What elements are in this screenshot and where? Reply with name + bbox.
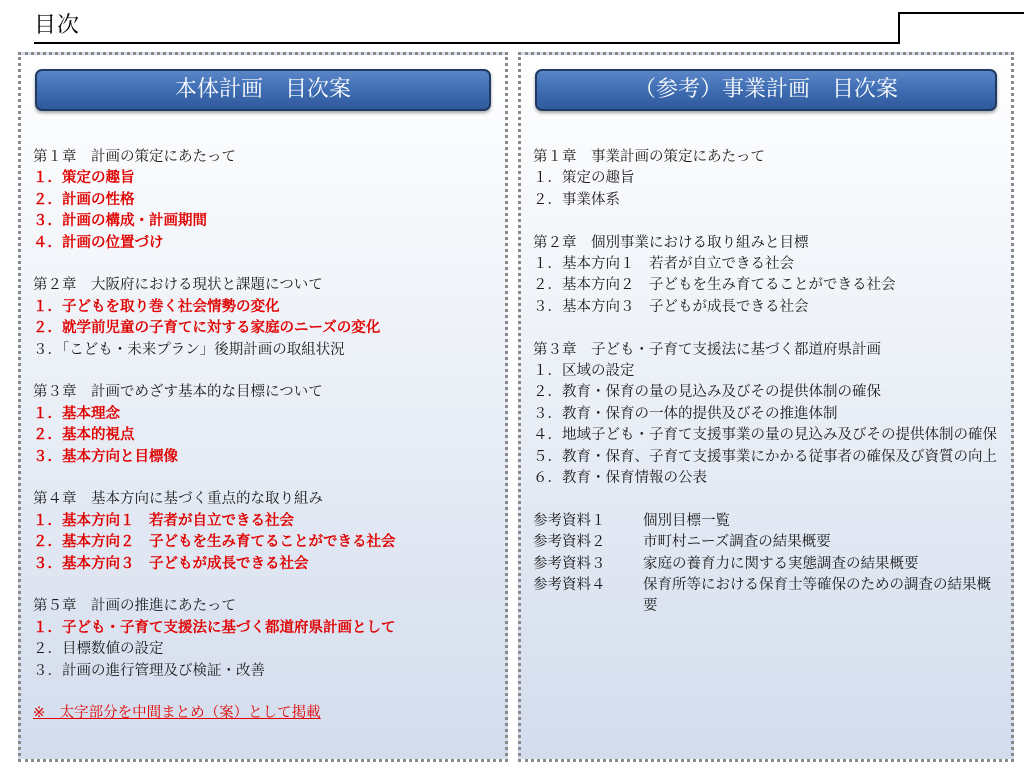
toc-item-number: ４． [533,427,562,444]
reference-text: 市町村ニーズ調査の結果概要 [643,534,831,551]
reference-item [533,511,1003,532]
toc-item-text: 教育・保育情報の公表 [562,470,707,487]
toc-item: ３．計画の構成・計画期間 [33,213,207,230]
toc-item-number: ２． [533,384,562,401]
toc-item: ２．計画の性格 [33,191,135,208]
toc-item-text: 教育・保育の量の見込み及びその提供体制の確保 [562,384,881,401]
main-plan-contents [33,147,497,725]
toc-item: ３．基本方向３ 子どもが成長できる社会 [33,555,309,572]
toc-item-number: ３． [533,405,562,422]
reference-label: 参考資料２ [533,534,606,551]
chapter-title: 第１章 計画の策定にあたって [33,149,236,165]
toc-item: ２．事業体系 [533,191,620,208]
toc-item-number: ５． [533,448,562,465]
chapter-title: 第４章 基本方向に基づく重点的な取り組み [33,491,323,508]
toc-item-text: 区域の設定 [562,363,635,380]
toc-item-number: １． [533,363,562,380]
main-plan-panel [18,52,508,762]
title-underline [34,42,898,44]
toc-item: １．子どもを取り巻く社会情勢の変化 [33,298,280,315]
toc-item: １．基本方向１ 若者が自立できる社会 [33,512,294,529]
toc-item-text: 地域子ども・子育て支援事業の量の見込み及びその提供体制の確保 [562,427,997,444]
toc-item: ３．基本方向３ 子どもが成長できる社会 [533,298,809,315]
toc-item: ２．基本方向２ 子どもを生み育てることができる社会 [33,534,396,551]
toc-item: １．基本方向１ 若者が自立できる社会 [533,256,794,273]
toc-item: ２．基本方向２ 子どもを生み育てることができる社会 [533,277,896,294]
bold-section-note: ※ 太字部分を中間まとめ（案）として掲載 [33,705,321,722]
toc-item: ２．目標数値の設定 [33,641,164,658]
reference-item [533,575,1003,618]
toc-item [533,468,1003,489]
toc-item: ４．計画の位置づけ [33,234,164,251]
toc-item-text: 教育・保育、子育て支援事業にかかる従事者の確保及び資質の向上 [562,448,997,465]
chapter-title: 第２章 大阪府における現状と課題について [33,277,323,294]
reference-item [533,532,1003,553]
chapter-title: 第３章 子ども・子育て支援法に基づく都道府県計画 [533,341,881,358]
corner-frame [898,12,1024,44]
toc-item: １．策定の趣旨 [533,170,635,187]
chapter-title: 第２章 個別事業における取り組みと目標 [533,234,809,251]
toc-item: １．子ども・子育て支援法に基づく都道府県計画として [33,619,396,636]
business-plan-contents [533,147,1003,618]
toc-item [533,361,1003,382]
chapter-title: 第５章 計画の推進にあたって [33,598,236,615]
reference-text: 家庭の養育力に関する実態調査の結果概要 [643,555,919,572]
toc-item: １．基本理念 [33,405,120,422]
toc-item: ３．計画の進行管理及び検証・改善 [33,662,265,679]
business-plan-panel [518,52,1014,762]
reference-label: 参考資料４ [533,577,606,594]
toc-item: ３．基本方向と目標像 [33,448,178,465]
page-title: 目次 [34,13,81,38]
toc-item-number: ６． [533,470,562,487]
business-plan-header: （参考）事業計画 目次案 [535,69,997,111]
toc-item [533,382,1003,403]
chapter-title: 第１章 事業計画の策定にあたって [533,149,765,165]
toc-item [533,425,1003,446]
reference-text: 保育所等における保育士等確保のための調査の結果概要 [643,577,991,615]
toc-item [533,404,1003,425]
toc-item [533,447,1003,468]
reference-item [533,554,1003,575]
reference-label: 参考資料３ [533,555,606,572]
main-plan-header: 本体計画 目次案 [35,69,491,111]
toc-item-text: 教育・保育の一体的提供及びその推進体制 [562,405,838,422]
toc-item: ２．就学前児童の子育てに対する家庭のニーズの変化 [33,320,381,337]
toc-item: ３．「こども・未来プラン」後期計画の取組状況 [33,341,345,358]
toc-item: ２．基本的視点 [33,427,135,444]
chapter-title: 第３章 計画でめざす基本的な目標について [33,384,323,401]
reference-label: 参考資料１ [533,512,606,529]
toc-item: １．策定の趣旨 [33,170,135,187]
reference-text: 個別目標一覧 [643,512,730,529]
